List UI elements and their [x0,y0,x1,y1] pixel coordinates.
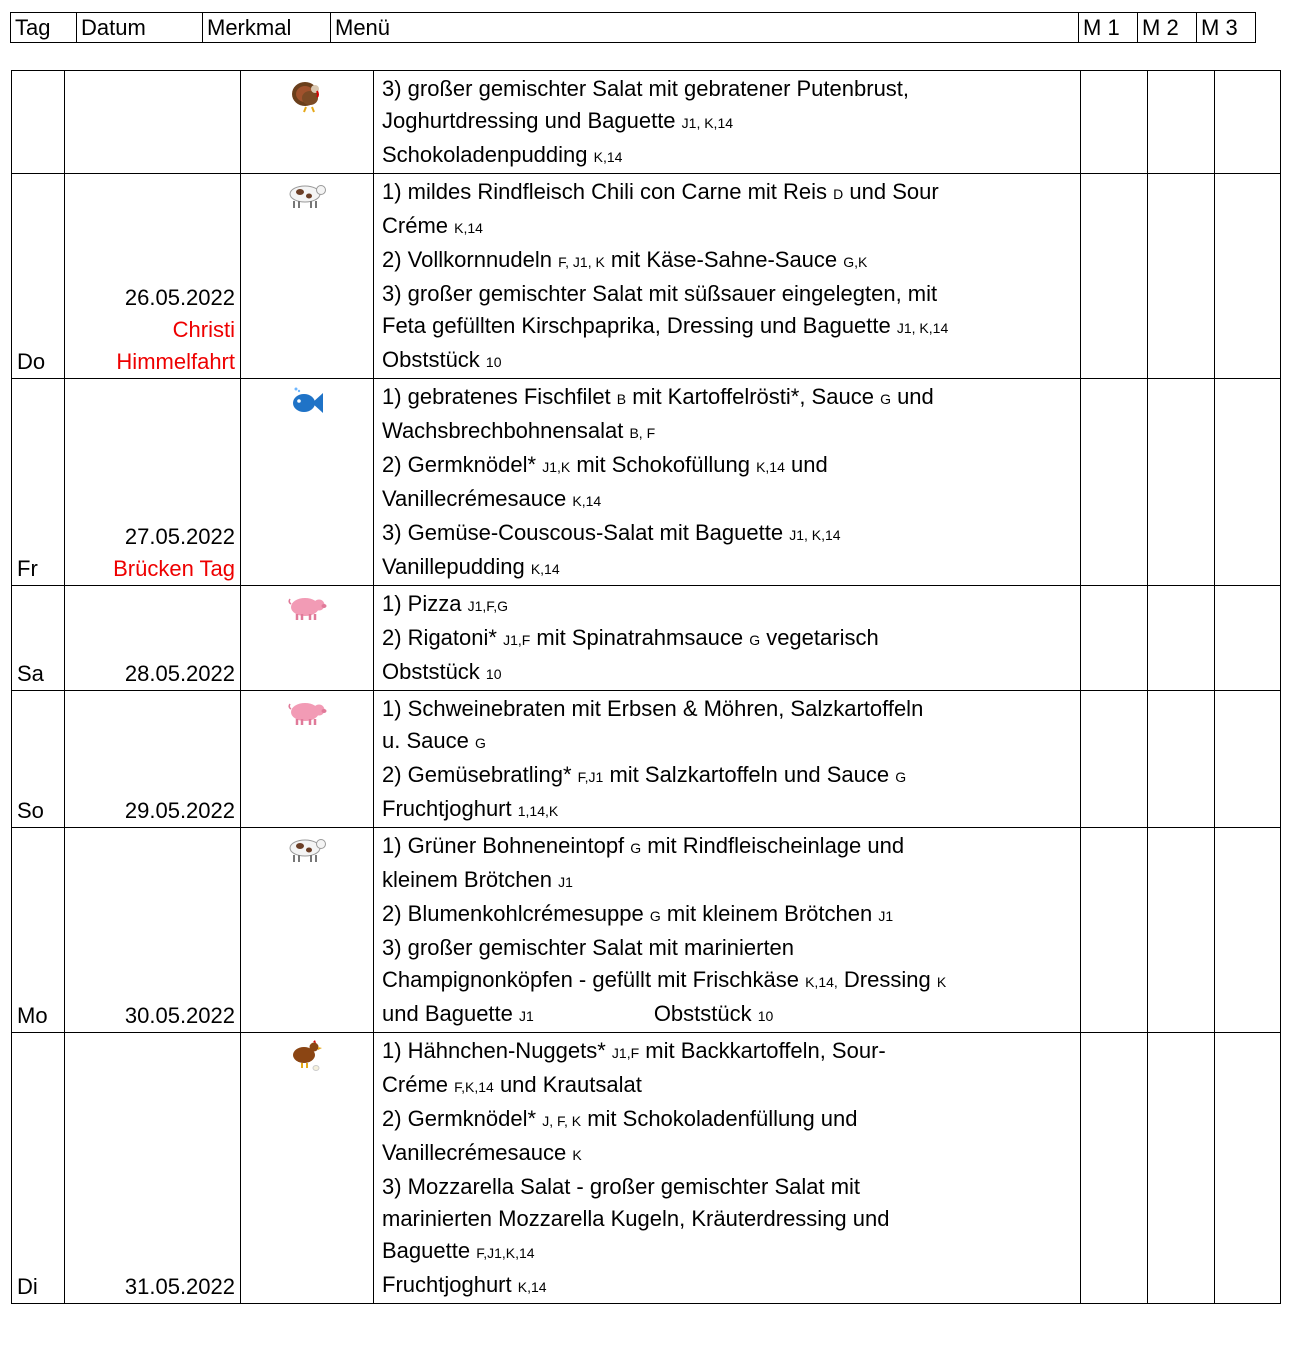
menu-line [382,210,1072,244]
menu-line [382,656,1072,690]
allergen-codes: J1,F [611,1045,640,1061]
header-menu: Menü [331,13,1079,43]
menu-line [382,105,1072,139]
menu-text: 2) Germknödel* [382,1106,543,1131]
cow-icon [285,844,329,869]
order-cell-m1[interactable] [1081,71,1148,174]
menu-line [382,622,1072,656]
order-cell-m1[interactable] [1081,586,1148,691]
order-cell-m2[interactable] [1148,379,1215,586]
menu-text: 1) gebratenes Fischfilet [382,384,617,409]
order-cell-m3[interactable] [1215,691,1281,828]
menu-line [382,1269,1072,1303]
menu-text: 1) Grüner Bohneneintopf [382,833,631,858]
menu-text-cell [374,1033,1081,1304]
allergen-codes: F,J1 [577,769,604,785]
menu-line [382,415,1072,449]
day-cell: Sa [12,586,65,691]
menu-line [382,793,1072,827]
allergen-codes: 10 [485,666,502,682]
allergen-codes: 10 [485,354,502,370]
menu-text: Obststück [653,1001,758,1026]
date-text: 28.05.2022 [124,661,235,686]
menu-line [382,864,1072,898]
allergen-codes: K,14, [805,974,838,990]
day-cell: Di [12,1033,65,1304]
menu-row [12,1033,1281,1304]
menu-text: und [890,384,934,409]
menu-line [382,73,1072,105]
chicken-icon [290,1053,324,1078]
menu-row [12,71,1281,174]
menu-line [382,725,1072,759]
menu-text: Vanillecrémesauce [382,486,573,511]
menu-text: Feta gefüllten Kirschpaprika, Dressing und Baguette [382,313,897,338]
pig-icon [287,707,327,732]
menu-line [382,1035,1072,1069]
menu-text: Obststück [382,659,486,684]
allergen-codes: F, J1, K [558,254,605,270]
menu-line [382,588,1072,622]
menu-text: u. Sauce [382,728,475,753]
merkmal-cell [241,828,374,1033]
merkmal-cell [241,1033,374,1304]
menu-text: Schokoladenpudding [382,142,594,167]
date-text: 31.05.2022 [124,1274,235,1299]
menu-text: Baguette [382,1238,477,1263]
allergen-codes: K,14 [593,149,623,165]
menu-text: mit Backkartoffeln, Sour- [639,1038,886,1063]
menu-line [382,483,1072,517]
allergen-codes: K,14 [517,1279,547,1295]
order-cell-m2[interactable] [1148,828,1215,1033]
menu-text: 2) Gemüsebratling* [382,762,578,787]
menu-line [382,244,1072,278]
date-cell [65,174,241,379]
menu-text: 3) Mozzarella Salat - großer gemischter Salat mit [382,1174,861,1199]
header-m2: M 2 [1138,13,1197,43]
allergen-codes: F,K,14 [454,1079,494,1095]
allergen-codes: J1,F,G [467,598,509,614]
day-cell [12,71,65,174]
menu-row [12,586,1281,691]
allergen-codes: G [649,908,661,924]
header-m3: M 3 [1197,13,1256,43]
menu-line [382,932,1072,964]
menu-line [382,1203,1072,1235]
menu-text-cell [374,71,1081,174]
allergen-codes: 10 [757,1008,774,1024]
menu-line [382,898,1072,932]
allergen-codes: G,K [843,254,868,270]
menu-text: mit Rindfleischeinlage und [641,833,905,858]
menu-body [12,71,1281,1304]
fish-icon [290,397,324,422]
menu-text: marinierten Mozzarella Kugeln, Kräuterdressing und [382,1206,890,1231]
allergen-codes: J, F, K [542,1113,582,1129]
menu-text: und [784,452,828,477]
allergen-codes: B [616,391,627,407]
allergen-codes: G [630,840,642,856]
menu-text-cell [374,691,1081,828]
date-cell [65,1033,241,1304]
menu-line [382,517,1072,551]
menu-text: und Sour [843,179,939,204]
allergen-codes: G [474,735,486,751]
allergen-codes: K [936,974,947,990]
menu-text: 1) mildes Rindfleisch Chili con Carne mit Reis [382,179,834,204]
menu-line [382,759,1072,793]
menu-text: Fruchtjoghurt [382,1272,518,1297]
date-text: 26.05.2022 [124,285,235,310]
day-cell: Mo [12,828,65,1033]
menu-line [382,998,1072,1032]
menu-line [382,1235,1072,1269]
menu-text: und Baguette [382,1001,520,1026]
menu-text: Dressing [837,967,937,992]
header-table [10,12,1256,43]
order-cell-m2[interactable] [1148,174,1215,379]
allergen-codes: J1 [519,1008,534,1024]
menu-line [382,1103,1072,1137]
order-cell-m3[interactable] [1215,379,1281,586]
allergen-codes: J1,K [542,459,571,475]
allergen-codes: G [895,769,907,785]
header-row [11,13,1256,43]
merkmal-cell [241,379,374,586]
date-cell [65,691,241,828]
menu-text: mit kleinem Brötchen [660,901,879,926]
menu-line [382,964,1072,998]
menu-line [382,310,1072,344]
order-cell-m3[interactable] [1215,1033,1281,1304]
menu-text: 3) Gemüse-Couscous-Salat mit Baguette [382,520,790,545]
menu-line [382,551,1072,585]
menu-text: Obststück [382,347,486,372]
order-cell-m2[interactable] [1148,586,1215,691]
menu-text: 2) Vollkornnudeln [382,247,559,272]
day-cell: Do [12,174,65,379]
menu-text: mit Spinatrahmsauce [530,625,750,650]
menu-text-cell [374,828,1081,1033]
allergen-codes: G [749,632,761,648]
menu-text: mit Salzkartoffeln und Sauce [603,762,896,787]
date-text: 29.05.2022 [124,798,235,823]
header-m1: M 1 [1079,13,1138,43]
pig-icon [287,602,327,627]
allergen-codes: K,14 [454,220,483,236]
header-datum: Datum [77,13,203,43]
merkmal-cell [241,174,374,379]
allergen-codes: K [572,1147,582,1163]
order-cell-m2[interactable] [1148,691,1215,828]
menu-text: mit Schokofüllung [570,452,757,477]
order-cell-m1[interactable] [1081,1033,1148,1304]
menu-text: kleinem Brötchen [382,867,559,892]
menu-text: mit Käse-Sahne-Sauce [604,247,844,272]
allergen-codes: J1,F [503,632,531,648]
order-cell-m2[interactable] [1148,1033,1215,1304]
menu-line [382,139,1072,173]
menu-text-cell [374,174,1081,379]
order-cell-m1[interactable] [1081,379,1148,586]
allergen-codes: D [833,186,844,202]
order-cell-m1[interactable] [1081,174,1148,379]
menu-text: vegetarisch [760,625,879,650]
date-cell [65,379,241,586]
menu-row [12,828,1281,1033]
allergen-codes: J1, K,14 [681,115,734,131]
order-cell-m3[interactable] [1215,71,1281,174]
menu-text: Créme [382,1072,455,1097]
allergen-codes: K,14 [572,493,602,509]
holiday-note: Brücken Tag [113,556,235,581]
menu-row [12,379,1281,586]
menu-text-cell [374,379,1081,586]
menu-text-cell [374,586,1081,691]
menu-line [382,449,1072,483]
day-cell: So [12,691,65,828]
menu-line [382,1137,1072,1171]
menu-row [12,691,1281,828]
allergen-codes: J1 [558,874,573,890]
header-merkmal: Merkmal [203,13,331,43]
menu-table [11,70,1281,1304]
menu-line [382,1171,1072,1203]
allergen-codes: J1 [878,908,894,924]
menu-text: 2) Rigatoni* [382,625,504,650]
menu-line [382,1069,1072,1103]
order-cell-m1[interactable] [1081,691,1148,828]
menu-text: Joghurtdressing und Baguette [382,108,682,133]
menu-text: 3) großer gemischter Salat mit gebratener Putenbrust, [382,76,910,101]
allergen-codes: F,J1,K,14 [476,1245,535,1261]
allergen-codes: J1, K,14 [789,527,841,543]
menu-text: 1) Pizza [382,591,468,616]
menu-line [382,693,1072,725]
menu-line [382,176,1072,210]
menu-row [12,174,1281,379]
date-cell [65,71,241,174]
menu-line [382,830,1072,864]
menu-text: Vanillecrémesauce [382,1140,573,1165]
menu-text: 3) großer gemischter Salat mit marinierten [382,935,795,960]
turkey-icon [290,93,324,118]
order-cell-m1[interactable] [1081,828,1148,1033]
date-cell [65,586,241,691]
allergen-codes: K,14 [756,459,785,475]
menu-text: 3) großer gemischter Salat mit süßsauer eingelegten, mit [382,281,938,306]
menu-text: mit Kartoffelrösti*, Sauce [626,384,881,409]
menu-text: 1) Hähnchen-Nuggets* [382,1038,612,1063]
merkmal-cell [241,71,374,174]
menu-line [382,381,1072,415]
menu-text: 2) Germknödel* [382,452,543,477]
holiday-note: Himmelfahrt [116,349,235,374]
allergen-codes: G [880,391,891,407]
menu-text: und Krautsalat [493,1072,642,1097]
order-cell-m3[interactable] [1215,828,1281,1033]
menu-text: 1) Schweinebraten mit Erbsen & Möhren, Salzkartoffeln [382,696,924,721]
order-cell-m3[interactable] [1215,586,1281,691]
order-cell-m3[interactable] [1215,174,1281,379]
holiday-note: Christi [172,317,235,342]
merkmal-cell [241,691,374,828]
menu-line [382,344,1072,378]
menu-line [382,278,1072,310]
menu-text: Créme [382,213,455,238]
allergen-codes: B, F [629,425,656,441]
allergen-codes: K,14 [530,561,560,577]
header-tag: Tag [11,13,77,43]
merkmal-cell [241,586,374,691]
menu-text: 2) Blumenkohlcrémesuppe [382,901,650,926]
menu-text: Vanillepudding [382,554,531,579]
allergen-codes: J1, K,14 [896,320,949,336]
date-text: 27.05.2022 [124,524,235,549]
menu-text: mit Schokoladenfüllung und [581,1106,858,1131]
order-cell-m2[interactable] [1148,71,1215,174]
menu-text: Fruchtjoghurt [382,796,518,821]
allergen-codes: 1,14,K [517,803,559,819]
cow-icon [285,190,329,215]
menu-text: Champignonköpfen - gefüllt mit Frischkäse [382,967,806,992]
date-cell [65,828,241,1033]
menu-text: Wachsbrechbohnensalat [382,418,630,443]
day-cell: Fr [12,379,65,586]
date-text: 30.05.2022 [124,1003,235,1028]
